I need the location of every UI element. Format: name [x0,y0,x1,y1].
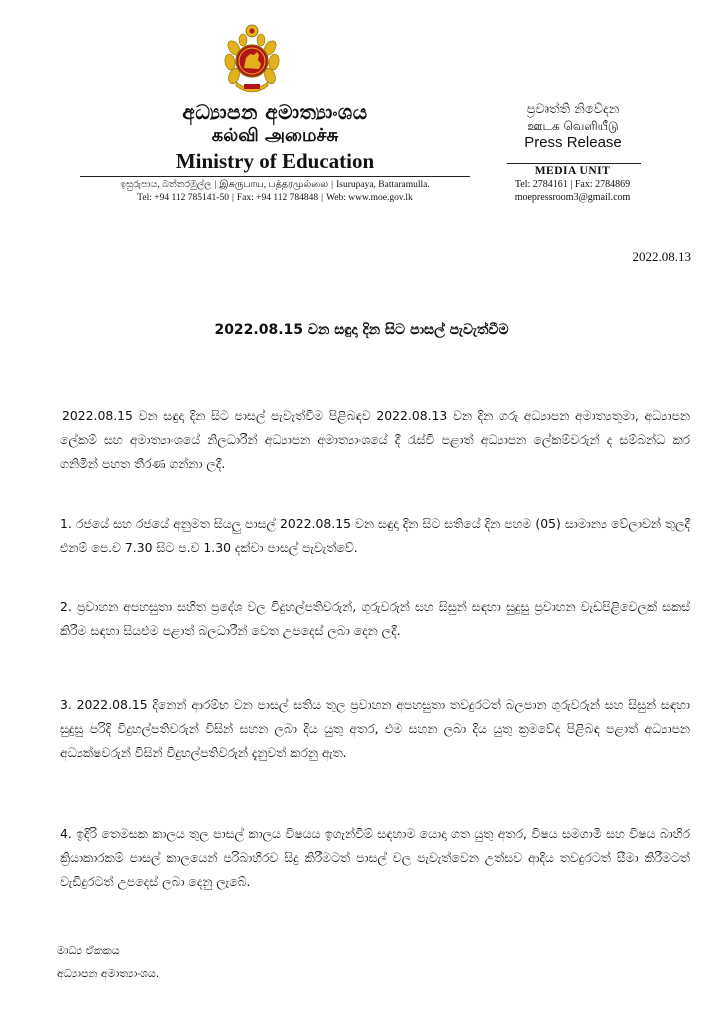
document-title: 2022.08.15 වන සඳුදා දින සිට පාසල් පැවැත්වීම [214,322,509,338]
press-release-header [498,101,648,152]
press-release-tamil: ஊடக வெளியீடு [527,119,619,133]
contact-line: Tel: +94 112 785141-50 | Fax: +94 112 784848 | Web: www.moe.gov.lk [137,193,413,203]
signature-block [57,939,159,985]
ministry-name-sinhala: අධ්‍යාපන අමාත්‍යාංශය [182,100,368,124]
ministry-tel: Tel: +94 112 785141-50 [137,193,229,203]
address-sinhala: ඉසුරුපාය, බත්තරමුල්ල [120,180,212,190]
address-line: ඉසුරුපාය, බත්තරමුල්ල | இசுருபாய, பத்தரமுல்லை | Isurupaya, Battaramulla. [120,180,430,190]
media-unit-block [490,165,655,204]
ministry-name-tamil: கல்வி அமைச்சு [211,125,339,146]
signature-unit: මාධ්‍ය ඒකකය [57,944,120,957]
media-unit-fax: Fax: 2784869 [574,179,631,190]
press-divider [507,163,641,164]
letterhead-divider [80,176,470,177]
decision-paragraph-3: 3. 2022.08.15 දිනෙන් ආරම්භ වන පාසල් සතිය තුල ප්‍රවාහන අපහසුතා තවදුරටත් බලපාන ගුරුවරුන් සහ සිසුන් සඳහා සුදුසු පරිදි විදුහල්පතිවරුන් විසින් සහන ලබා දිය යුතු අතර, එම සහන ලබා දිය යුතු ක්‍රමවේද පිළිබඳ පළාත් අධ්‍යාපන අධ්‍යක්ෂවරුන් විසින් විදුහල්පතිවරුන් දැනුවත් කරනු ඇත. [60,697,690,760]
ministry-name-block [80,100,470,174]
decision-paragraph-2: 2. ප්‍රවාහන අපහසුතා සහිත ප්‍රදේශ වල විදුහල්පතිවරුන්, ගුරුවරුන් සහ සිසුන් සඳහා සුදුසු ප්‍රවාහන වැඩපිළිවෙලක් සකස් කිරීම සඳහා සියළුම පළාත් බලධාරීන් වෙත උපදෙස් ලබා දෙන ලදී. [60,599,690,638]
signature-ministry: අධ්‍යාපන අමාත්‍යාංශය. [57,967,160,980]
ministry-web: Web: www.moe.gov.lk [326,193,413,203]
ministry-address-block [80,179,470,205]
national-emblem-icon [224,24,280,96]
ministry-fax: Fax: +94 112 784848 [236,193,319,203]
address-english: Isurupaya, Battaramulla. [336,180,430,190]
press-release-sinhala: ප්‍රවෘත්ති නිවේදන [526,102,620,117]
decision-paragraph-4: 4. ඉදිරි තෙමසක කාලය තුල පාසල් කාලය විෂයය ඉගැන්වීම් සඳහාම යොදා ගත යුතු අතර, විෂය සමගාමී සහ විෂය බාහිර ක්‍රියාකාරකම් පාසල් කාලයෙන් පරිබාහිරව සිදු කිරීමටත් පාසල් වල පැවැත්වෙන උත්සව ආදිය තවදුරටත් සීමා කිරීමටත් වැඩිදුරටත් උපදෙස් ලබා දෙනු ලැබේ. [60,826,690,889]
release-date: 2022.08.13 [632,249,691,264]
media-unit-phone-line: Tel: 2784161 | Fax: 2784869 [514,179,631,190]
address-tamil: இசுருபாய, பத்தரமுல்லை [219,180,329,190]
press-release-english: Press Release [524,134,622,151]
media-unit-label: MEDIA UNIT [534,165,611,177]
media-unit-email: moepressroom3@gmail.com [514,192,631,203]
media-unit-tel: Tel: 2784161 [514,179,568,190]
decision-paragraph-1: 1. රජයේ සහ රජයේ අනුමත සියලු පාසල් 2022.08.15 වන සඳුදා දින සිට සතියේ දින පහම (05) සාමාන්‍ය වේලාවන් තුලදී එනම් පෙ.ව 7.30 සිට ප.ව 1.30 දක්වා පාසල් පැවැත්වේ. [60,516,690,555]
intro-paragraph: 2022.08.15 වන සඳුදා දින සිට පාසල් පැවැත්වීම පිළිබඳව 2022.08.13 වන දින ගරු අධ්‍යාපන අමාත්‍යතුමා, අධ්‍යාපන ලේකම් සහ අමාත්‍යාංශයේ නිලධාරීන් අධ්‍යාපන අමාත්‍යාංශයේ දී රැස්වී පළාත් අධ්‍යාපන ලේකම්වරුන් ද සම්බන්ධ කර ගනිමින් පහත තීරණ ගන්නා ලදී. [60,408,690,471]
ministry-name-english: Ministry of Education [175,149,375,173]
